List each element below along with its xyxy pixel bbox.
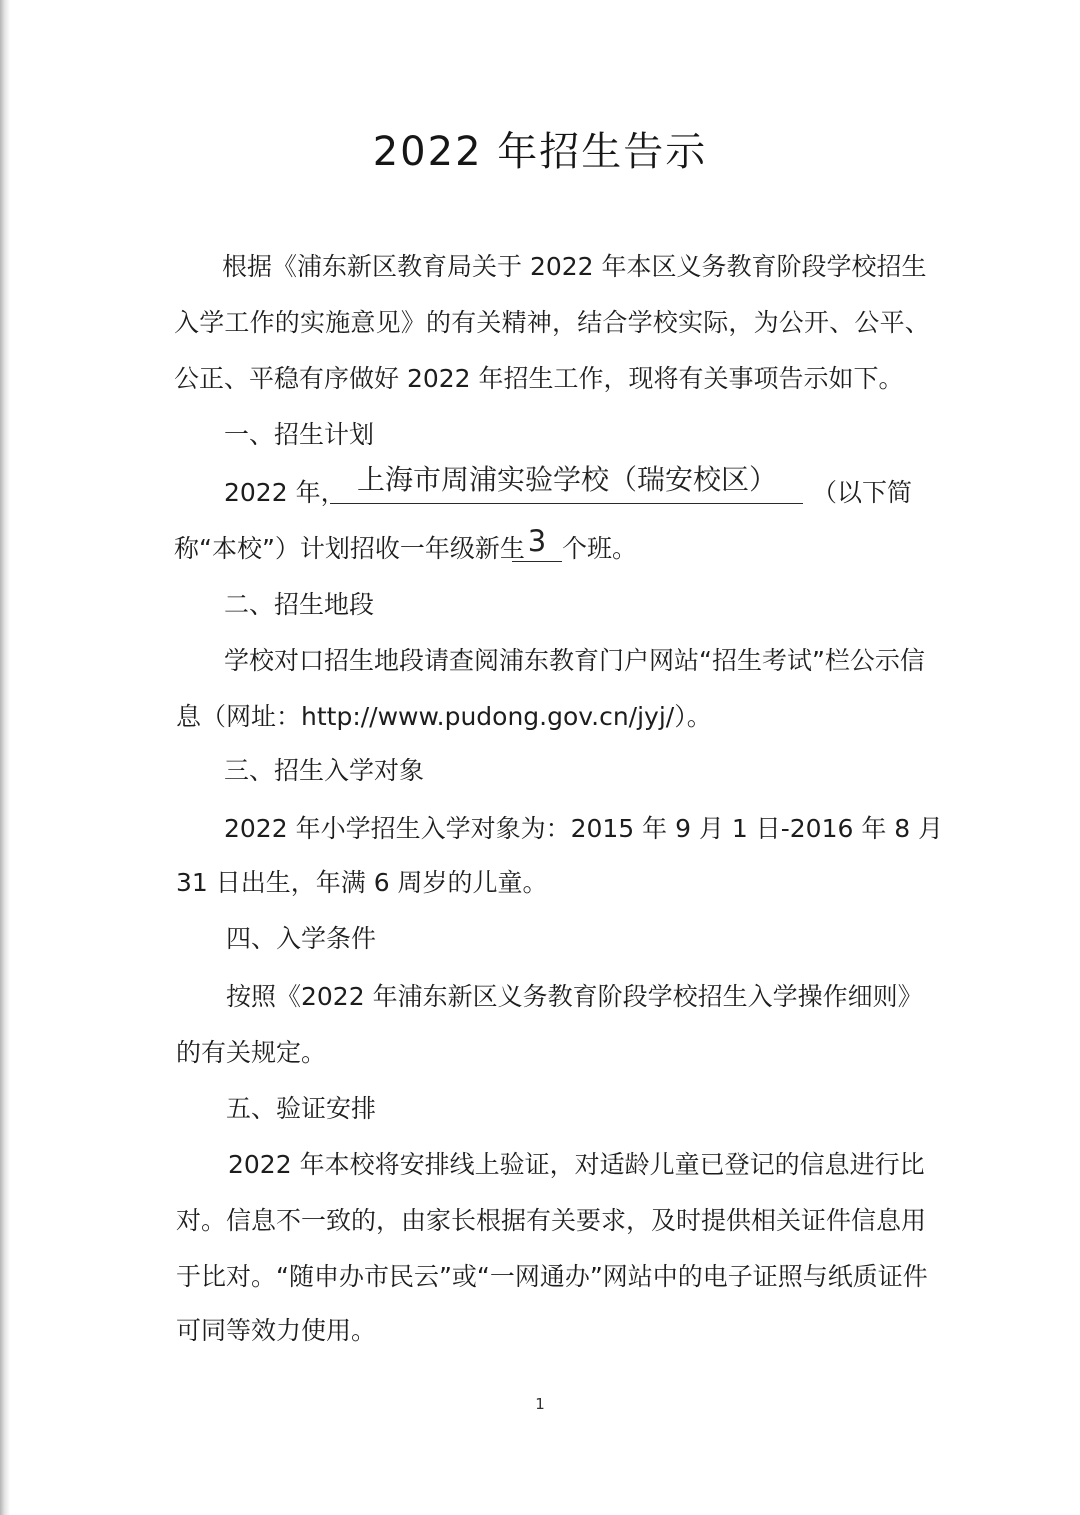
scan-page-edge xyxy=(0,0,10,1515)
area-line-2: 息（网址：http://www.pudong.gov.cn/jyj/）。 xyxy=(176,702,712,731)
section-heading-area: 二、招生地段 xyxy=(224,590,375,619)
section-heading-plan: 一、招生计划 xyxy=(224,420,375,449)
section-heading-target: 三、招生入学对象 xyxy=(224,756,425,785)
area-line-1: 学校对口招生地段请查阅浦东教育门户网站“招生考试”栏公示信 xyxy=(224,646,925,675)
intro-line-2: 入学工作的实施意见》的有关精神，结合学校实际，为公开、公平、 xyxy=(174,308,931,337)
plan-after-blank: （以下简 xyxy=(812,478,913,507)
document-title: 2022 年招生告示 xyxy=(372,129,708,175)
section-heading-verification: 五、验证安排 xyxy=(226,1094,377,1123)
verification-line-2: 对。信息不一致的，由家长根据有关要求，及时提供相关证件信息用 xyxy=(176,1206,927,1235)
plan-line-2-prefix: 称“本校”）计划招收一年级新生 xyxy=(174,534,525,563)
intro-line-3: 公正、平稳有序做好 2022 年招生工作，现将有关事项告示如下。 xyxy=(174,364,904,393)
plan-line-2-suffix: 个班。 xyxy=(562,534,638,563)
target-line-2: 31 日出生，年满 6 周岁的儿童。 xyxy=(176,868,548,897)
conditions-line-2: 的有关规定。 xyxy=(176,1038,327,1067)
page-number: 1 xyxy=(535,1395,545,1413)
verification-line-4: 可同等效力使用。 xyxy=(176,1316,377,1345)
school-name-handwritten: 上海市周浦实验学校（瑞安校区） xyxy=(357,463,778,496)
section-heading-conditions: 四、入学条件 xyxy=(226,924,377,953)
class-count-handwritten: 3 xyxy=(527,524,547,558)
plan-year-prefix: 2022 年， xyxy=(224,478,346,507)
verification-line-3: 于比对。“随申办市民云”或“一网通办”网站中的电子证照与纸质证件 xyxy=(176,1262,928,1291)
intro-line-1: 根据《浦东新区教育局关于 2022 年本区义务教育阶段学校招生 xyxy=(222,252,927,281)
verification-line-1: 2022 年本校将安排线上验证，对适龄儿童已登记的信息进行比 xyxy=(228,1150,925,1179)
conditions-line-1: 按照《2022 年浦东新区义务教育阶段学校招生入学操作细则》 xyxy=(226,982,923,1011)
target-line-1: 2022 年小学招生入学对象为：2015 年 9 月 1 日-2016 年 8 月 xyxy=(224,814,944,843)
